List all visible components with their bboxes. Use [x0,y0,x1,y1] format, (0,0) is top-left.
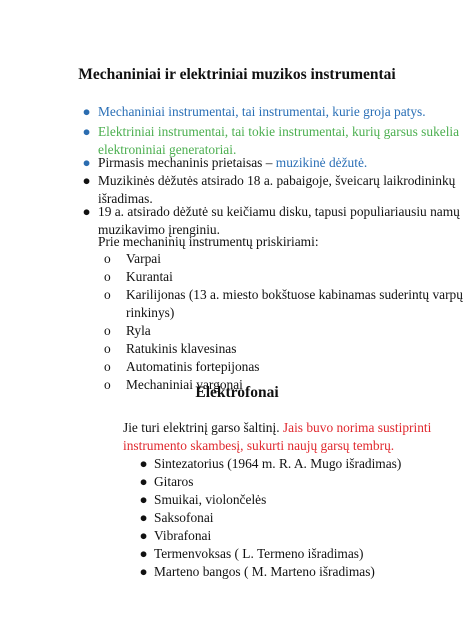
bullet-dot: ● [82,204,91,219]
bullet-dot: ● [139,474,148,489]
bullet-text: Smuikai, violončelės [154,492,267,507]
bullet-text: Mechaniniai instrumentai, tai instrumentai, kurie groja patys. [98,104,426,119]
bullet-text: Sintezatorius (1964 m. R. A. Mugo išradimas) [154,456,402,471]
bullet-text-continued: muzikavimo įrenginiu. [98,222,220,237]
bullet-dot: ● [82,173,91,188]
bullet-text: Muzikinės dėžutės atsirado 18 a. pabaigoje, šveicarų laikrodininkų [98,173,456,188]
bullet-dot: ● [139,528,148,543]
circle-marker: o [104,269,111,284]
highlighted-term: muzikinė dėžutė. [275,155,368,170]
circle-marker: o [104,341,111,356]
bullet-text-plain: Pirmasis mechaninis prietaisas – [98,155,276,170]
paragraph-line [123,419,431,437]
sub-list-text: Ratukinis klavesinas [126,341,237,356]
sub-list-text: Karilijonas (13 a. miesto bokštuose kabinamas suderintų varpų [126,287,463,302]
paragraph-text: Jie turi elektrinį garso šaltinį. [123,420,283,435]
bullet-text [98,154,367,172]
circle-marker: o [104,359,111,374]
bullet-text-continued: elektroniniai generatoriai. [98,142,237,157]
bullet-dot: ● [139,564,148,579]
bullet-text: Gitaros [154,474,194,489]
highlighted-text: Jais buvo norima sustiprinti [282,420,432,435]
circle-marker: o [104,287,111,302]
bullet-dot: ● [139,510,148,525]
bullet-text-continued: išradimas. [98,191,153,206]
bullet-dot: ● [82,155,91,170]
bullet-dot: ● [139,492,148,507]
document-title: Mechaniniai ir elektriniai muzikos instrumentai [78,66,396,83]
circle-marker: o [104,251,111,266]
bullet-text: Marteno bangos ( M. Marteno išradimas) [154,564,375,579]
bullet-text: Saksofonai [154,510,214,525]
bullet-dot: ● [82,124,91,139]
sub-list-text: Mechaniniai vargonai [126,377,243,392]
bullet-text: Vibrafonai [154,528,212,543]
sub-list-text: Kurantai [126,269,173,284]
section-heading: Elektrofonai [195,384,279,401]
sub-list-text-continued: rinkinys) [126,305,175,320]
sub-list-text: Automatinis fortepijonas [126,359,260,374]
bullet-dot: ● [82,104,91,119]
bullet-text: 19 a. atsirado dėžutė su keičiamu disku, tapusi populiariausiu namų [98,204,460,219]
circle-marker: o [104,323,111,338]
bullet-text: Elektriniai instrumentai, tai tokie instrumentai, kurių garsus sukelia [98,124,460,139]
intro-text: Prie mechaninių instrumentų priskiriami: [98,234,319,249]
sub-list-text: Ryla [126,323,151,338]
bullet-dot: ● [139,456,148,471]
bullet-text: Termenvoksas ( L. Termeno išradimas) [154,546,364,561]
sub-list-text: Varpai [126,251,161,266]
paragraph-line-continued: instrumento skambesį, sukurti naujų garsų tembrų. [123,438,395,453]
circle-marker: o [104,377,111,392]
bullet-dot: ● [139,546,148,561]
